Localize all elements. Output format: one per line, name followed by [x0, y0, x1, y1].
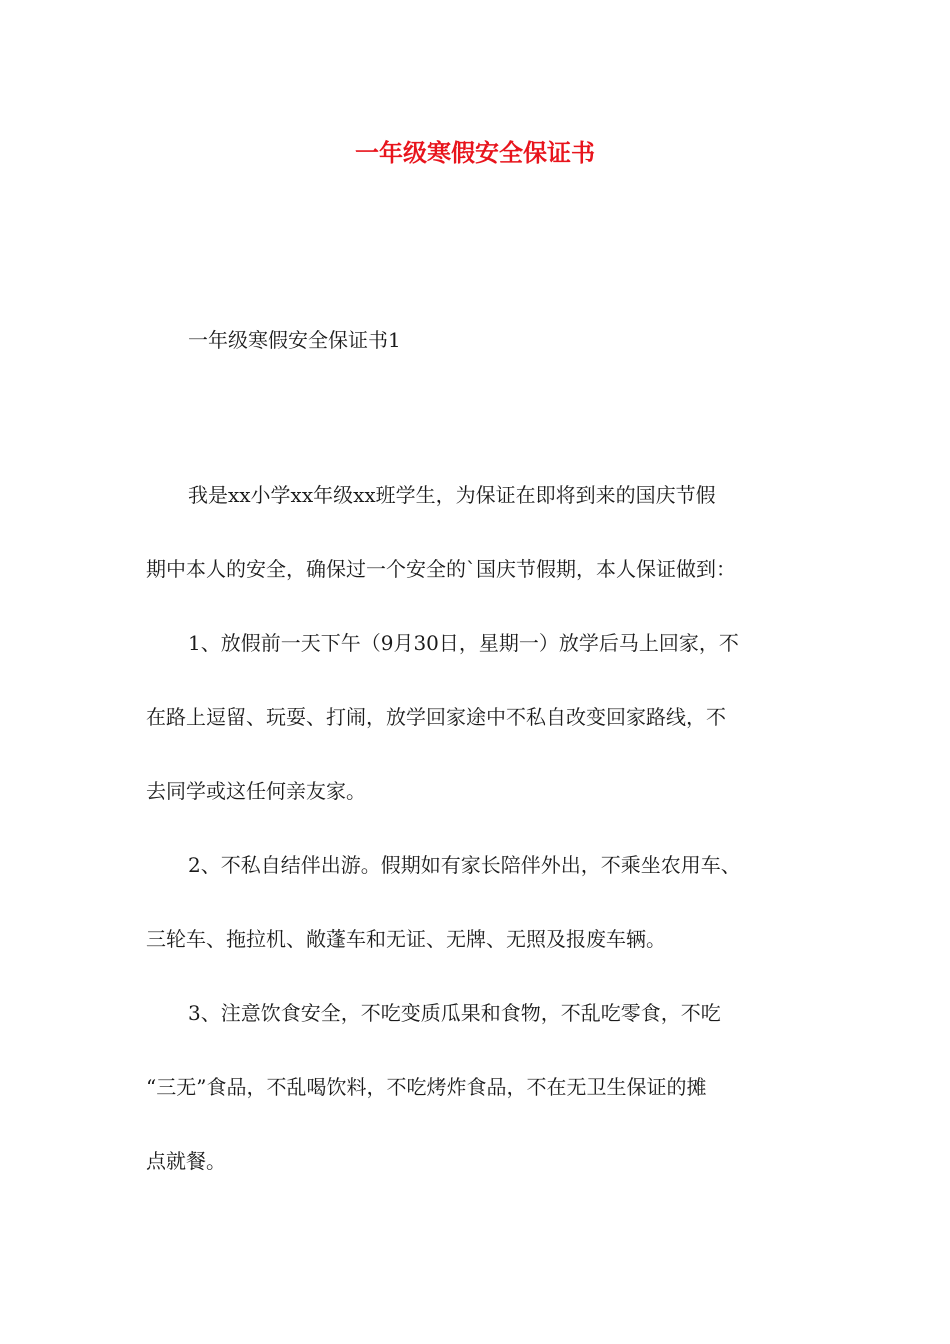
body-line: 点就餐。: [146, 1149, 226, 1173]
body-line: 1、放假前一天下午（9月30日，星期一）放学后马上回家，不: [188, 631, 739, 655]
body-line: 3、注意饮食安全，不吃变质瓜果和食物，不乱吃零食，不吃: [188, 1001, 721, 1025]
body-line: 去同学或这任何亲友家。: [146, 779, 366, 803]
body-line: 2、不私自结伴出游。假期如有家长陪伴外出，不乘坐农用车、: [188, 853, 741, 877]
document-title: 一年级寒假安全保证书: [355, 139, 595, 167]
body-line: 期中本人的安全，确保过一个安全的`国庆节假期，本人保证做到：: [146, 557, 736, 581]
body-line: “三无”食品，不乱喝饮料，不吃烤炸食品，不在无卫生保证的摊: [146, 1075, 707, 1099]
body-line: 三轮车、拖拉机、敞蓬车和无证、无牌、无照及报废车辆。: [146, 927, 666, 951]
document-body: [146, 476, 806, 1216]
body-paragraphs: [146, 476, 806, 1180]
section-heading: 一年级寒假安全保证书1: [188, 328, 401, 352]
body-line: 在路上逗留、玩耍、打闹，放学回家途中不私自改变回家路线，不: [146, 705, 726, 729]
body-line: 我是xx小学xx年级xx班学生，为保证在即将到来的国庆节假: [188, 483, 716, 507]
